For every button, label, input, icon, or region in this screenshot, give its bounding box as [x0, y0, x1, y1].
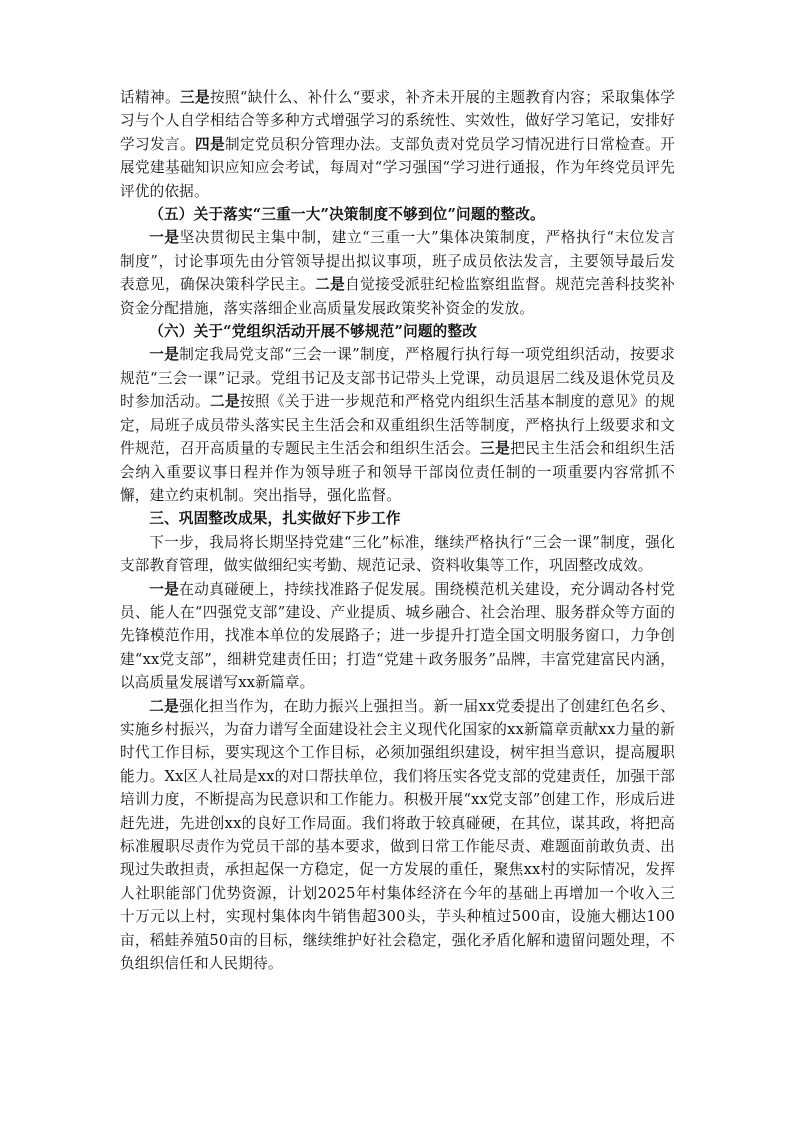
ordinal-marker: 二是: [210, 393, 241, 411]
paragraph-party-activities: 一是制定我局党支部“三会一课”制度，严格履行执行每一项党组织活动，按要求规范“三会一课”记录。党组书记及支部书记带头上党课，动员退居二线及退休党员及时参加活动。二是按照《关于进一步规范和严格党内组织生活基本制度的意见》的规定，局班子成员带头落实民主生活会和双重组织生活等制度，严格执行上级要求和文件规范，召开高质量的专题民主生活会和组织生活会。三是把民主生活会和组织生活会纳入重要议事日程并作为领导班子和领导干部岗位责任制的一项重要内容常抓不懈，建立约束机制。突出指导，强化监督。: [120, 346, 675, 504]
paragraph-decision-system: 一是坚决贯彻民主集中制，建立“三重一大”集体决策制度，严格执行“末位发言制度”，讨论事项先由分管领导提出拟议事项，班子成员依法发言，主要领导最后发表意见，确保决策科学民主。二是自觉接受派驻纪检监察组监督。规范完善科技奖补资金分配措施，落实落细企业高质量发展政策奖补资金的发放。: [120, 229, 676, 317]
ordinal-marker: 三是: [179, 89, 210, 106]
section-heading-3: 三、巩固整改成果，扎实做好下步工作: [149, 510, 401, 528]
paragraph-development-path: 一是在动真碰硬上，持续找准路子促发展。围绕模范机关建设，充分调动各村党员、能人在“四强党支部”建设、产业提质、城乡融合、社会治理、服务群众等方面的先锋模范作用，找准本单位的发展路子；进一步提升打造全国文明服务窗口，力争创建“xx党支部”，细耕党建责任田；打造“党建＋政务服务”品牌，丰富党建富民内涵，以高质量发展谱写xx新篇章。: [120, 580, 675, 692]
paragraph-rural-revitalization: 二是强化担当作为，在助力振兴上强担当。新一届xx党委提出了创建红色名乡、实施乡村振兴，为奋力谱写全面建设社会主义现代化国家的xx新篇章贡献xx力量的新时代工作目标，要实现这个工作目标，必须加强组织建设，树牢担当意识，提高履职能力。Xx区人社局是xx的对口帮扶单位，我们将压实各党支部的党建责任，加强干部培训力度，不断提高为民意识和工作能力。积极开展“xx党支部”创建工作，形成后进赶先进，先进创xx的良好工作局面。我们将敢于较真碰硬，在其位，谋其政，将把高标准履职尽责作为党员干部的基本要求，做到日常工作能尽责、难题面前敢负责、出现过失敢担责，承担起保一方稳定，促一方发展的重任，聚焦xx村的实际情况，发挥人社职能部门优势资源，计划2025年村集体经济在今年的基础上再增加一个收入三十万元以上村，实现村集体肉牛销售超300头，芋头种植过500亩，设施大棚达100亩，稻蛙养殖50亩的目标，继续维护好社会稳定，强化矛盾化解和遗留问题处理，不负组织信任和人民期待。: [120, 697, 676, 973]
ordinal-marker: 二是: [149, 697, 180, 715]
paragraph-next-steps: 下一步，我局将长期坚持党建“三化”标准，继续严格执行“三会一课”制度，强化支部教育管理，做实做细纪实考勤、规范记录、资料收集等工作，巩固整改成效。: [120, 533, 675, 575]
paragraph-study-measures: 话精神。三是按照“缺什么、补什么“要求，补齐未开展的主题教育内容；采取集体学习与个人自学相结合等多种方式增强学习的系统性、实效性，做好学习笔记，安排好学习发言。四是制定党员积分管理办法。支部负责对党员学习情况进行日常检查。开展党建基础知识应知应会考试，每周对“学习强国“学习进行通报，作为年终党员评先评优的依据。: [120, 89, 676, 200]
ordinal-marker: 三是: [480, 440, 511, 458]
ordinal-marker: 一是: [149, 346, 180, 364]
document-page: [120, 86, 675, 975]
section-heading-5: （五）关于落实“三重一大”决策制度不够到位”问题的整改。: [149, 206, 545, 224]
ordinal-marker: 二是: [315, 276, 346, 294]
section-heading-6: （六）关于“党组织活动开展不够规范”问题的整改: [149, 323, 478, 341]
ordinal-marker: 四是: [195, 135, 226, 153]
ordinal-marker: 一是: [149, 580, 180, 598]
ordinal-marker: 一是: [149, 229, 180, 247]
